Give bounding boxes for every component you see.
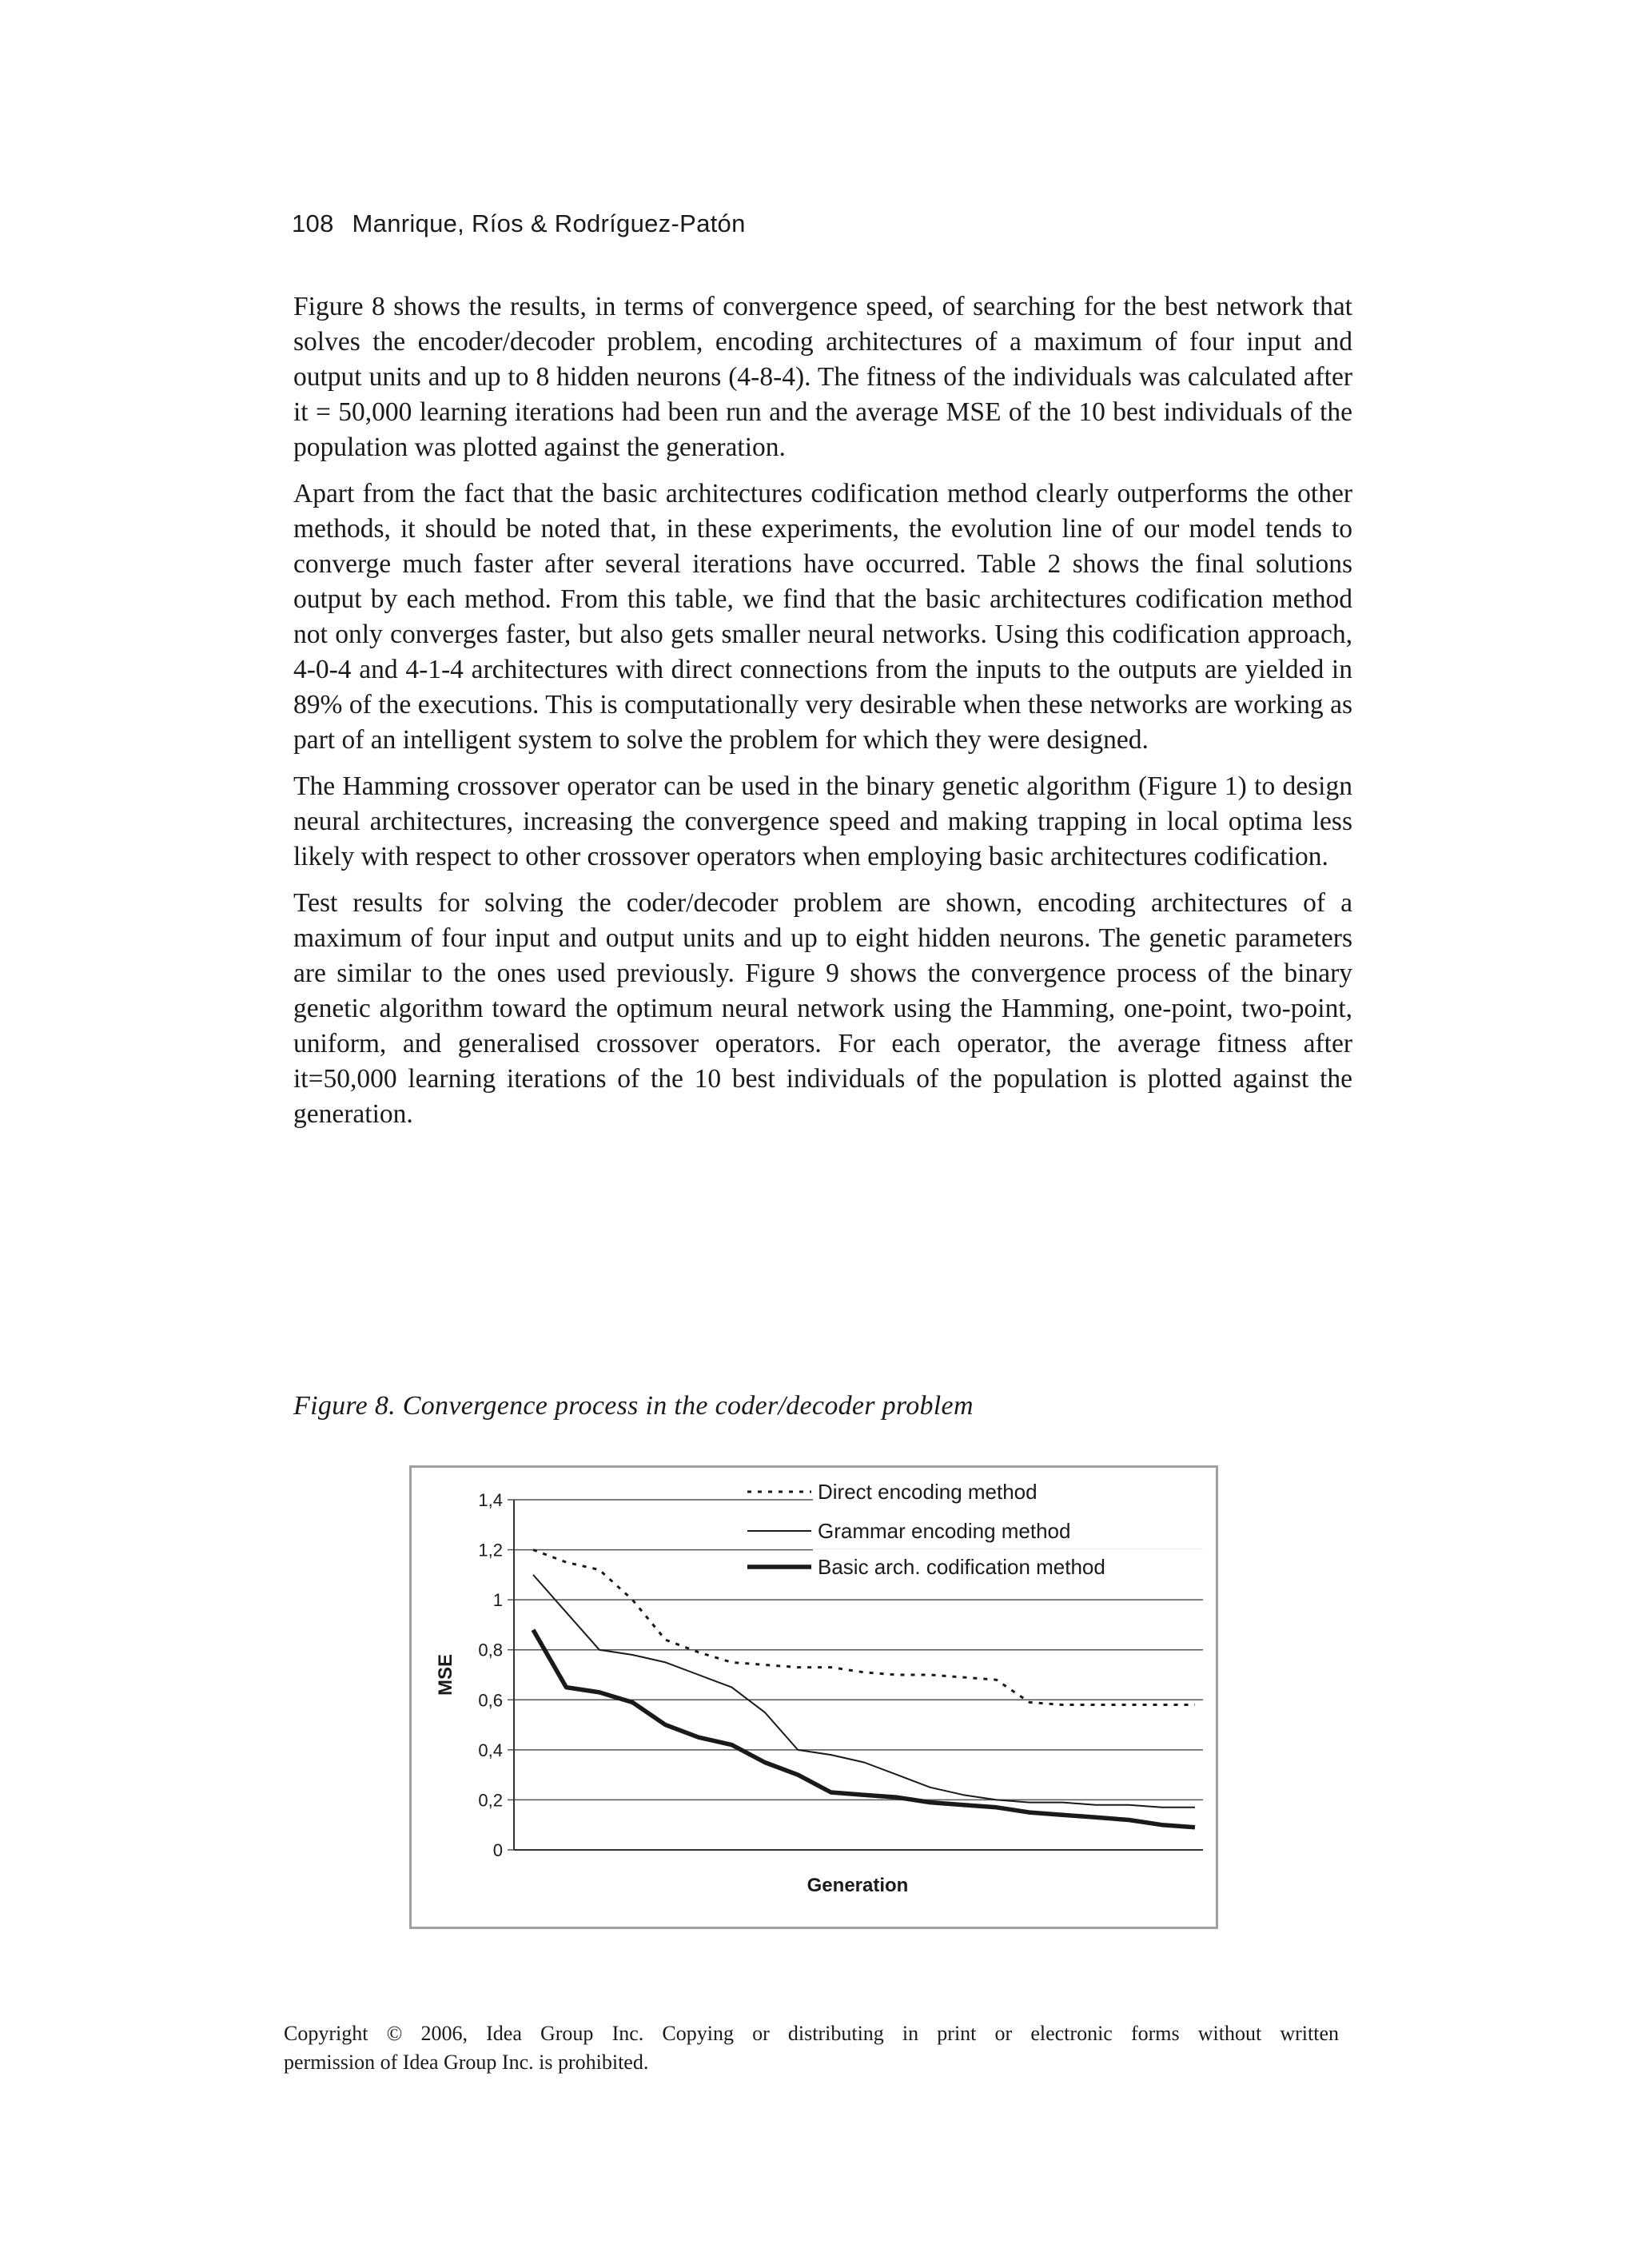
legend-label: Direct encoding method	[818, 1480, 1038, 1504]
copyright-line-1: Copyright © 2006, Idea Group Inc. Copying or distributing in print or electronic forms without written	[284, 2022, 1339, 2045]
series-line-thick	[533, 1630, 1195, 1828]
paragraph: The Hamming crossover operator can be used in the binary genetic algorithm (Figure 1) to design neural architectures, increasing the convergence speed and making trapping in local optima less likely with respect to other crossover operators when employing basic architectures codification.	[293, 771, 1352, 871]
author-names: Manrique, Ríos & Rodríguez-Patón	[352, 209, 746, 237]
running-head	[292, 209, 746, 238]
y-tick-label: 1,2	[478, 1540, 503, 1560]
y-tick-label: 0,4	[478, 1740, 503, 1760]
y-axis-label: MSE	[435, 1653, 456, 1696]
y-tick-label: 0,2	[478, 1790, 503, 1811]
paragraph: Figure 8 shows the results, in terms of convergence speed, of searching for the best network that solves the encoder/decoder problem, encoding architectures of a maximum of four input and output units and up to 8 hidden neurons (4-8-4). The fitness of the individuals was calculated after it = 50,000 learning iterations had been run and the average MSE of the 10 best individuals of the population was plotted against the generation.	[293, 292, 1352, 462]
y-tick-label: 0,6	[478, 1690, 503, 1711]
series-line-thin	[533, 1575, 1195, 1808]
y-tick-label: 1	[492, 1590, 503, 1611]
convergence-chart	[412, 1468, 1216, 1927]
y-tick-label: 0,8	[478, 1640, 503, 1660]
copyright-footer	[284, 2019, 1339, 2077]
legend-label: Grammar encoding method	[818, 1519, 1071, 1543]
figure-caption: Figure 8. Convergence process in the coder/decoder problem	[293, 1391, 974, 1421]
page-number: 108	[292, 209, 334, 237]
paragraph: Apart from the fact that the basic architectures codification method clearly outperforms the other methods, it should be noted that, in these experiments, the evolution line of our model tends to converge much faster after several iterations have occurred. Table 2 shows the final solutions output by each method. From this table, we find that the basic architectures codification method not only converges faster, but also gets smaller neural networks. Using this codification approach, 4-0-4 and 4-1-4 architectures with direct connections from the inputs to the outputs are yielded in 89% of the executions. This is computationally very desirable when these networks are working as part of an intelligent system to solve the problem for which they were designed.	[293, 479, 1352, 755]
x-axis-label: Generation	[807, 1875, 909, 1896]
y-tick-label: 1,4	[478, 1490, 503, 1510]
legend-label: Basic arch. codification method	[818, 1555, 1105, 1579]
y-tick-label: 0	[492, 1840, 503, 1860]
paragraph: Test results for solving the coder/decoder problem are shown, encoding architectures of a maximum of four input and output units and up to eight hidden neurons. The genetic parameters are similar to the ones used previously. Figure 9 shows the convergence process of the binary genetic algorithm toward the optimum neural network using the Hamming, one-point, two-point, uniform, and generalised crossover operators. For each operator, the average fitness after it=50,000 learning iterations of the 10 best individuals of the population is plotted against the generation.	[293, 888, 1352, 1129]
copyright-line-2: permission of Idea Group Inc. is prohibited.	[284, 2051, 649, 2074]
body-text	[293, 289, 1352, 1143]
chart-frame	[409, 1465, 1218, 1929]
